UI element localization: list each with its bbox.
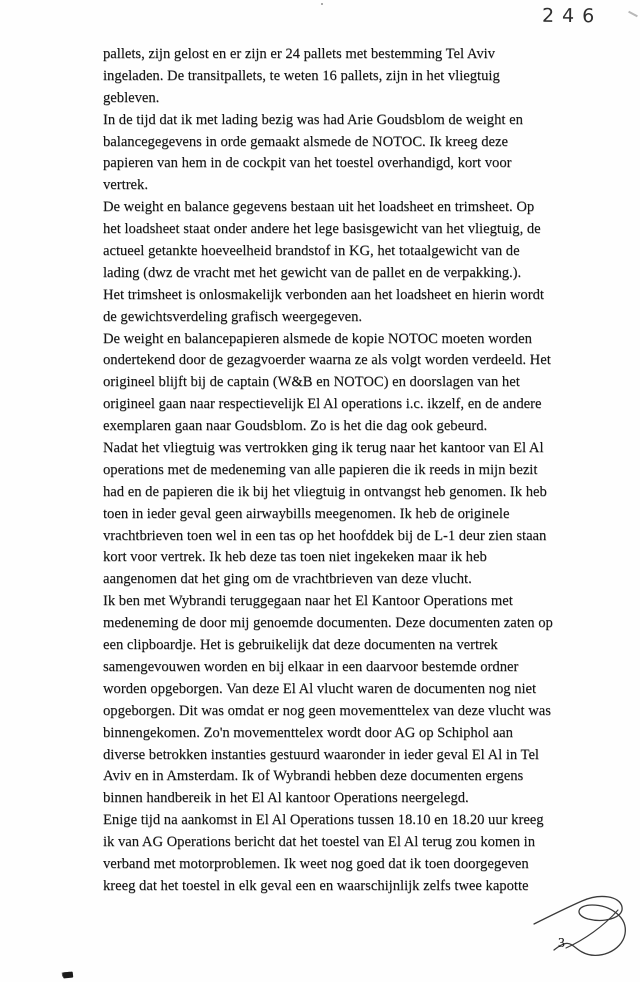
text-line: Het trimsheet is onlosmakelijk verbonden aan het loadsheet en hierin wordt — [103, 286, 544, 303]
text-line: gebleven. — [103, 89, 160, 106]
text-line: toen in ieder geval geen airwaybills meegenomen. Ik heb de originele — [103, 505, 510, 522]
ink-smudge — [63, 971, 74, 978]
scan-mark — [628, 11, 638, 17]
text-line: De weight en balance gegevens bestaan uit het loadsheet en trimsheet. Op — [103, 199, 535, 216]
text-line: lading (dwz de vracht met het gewicht van de pallet en de verpakking.). — [103, 264, 522, 281]
text-line: ingeladen. De transitpallets, te weten 16 pallets, zijn in het vliegtuig — [103, 67, 500, 84]
text-line: exemplaren gaan naar Goudsblom. Zo is het die dag ook gebeurd. — [103, 418, 488, 435]
text-line: medeneming de door mij genoemde documenten. Deze documenten zaten op — [103, 615, 553, 632]
text-line: Aviv en in Amsterdam. Ik of Wybrandi hebben deze documenten ergens — [103, 768, 524, 785]
text-line: papieren van hem in de cockpit van het toestel overhandigd, kort voor — [103, 155, 512, 172]
text-line: diverse betrokken instanties gestuurd waaronder in ieder geval El Al in Tel — [103, 746, 539, 763]
text-line: operations met de medeneming van alle papieren die ik reeds in mijn bezit — [103, 461, 538, 478]
text-line: Ik ben met Wybrandi teruggegaan naar het El Kantoor Operations met — [103, 593, 513, 610]
text-line: actueel getankte hoeveelheid brandstof in KG, het totaalgewicht van de — [103, 243, 520, 260]
scan-speck — [321, 3, 323, 5]
text-line: origineel blijft bij de captain (W&B en NOTOC) en doorslagen van het — [103, 374, 520, 391]
text-line: ik van AG Operations bericht dat het toestel van El Al terug zou komen in — [103, 834, 536, 851]
text-line: binnen handbereik in het El Al kantoor Operations neergelegd. — [103, 790, 469, 807]
text-line: opgeborgen. Dit was omdat er nog geen movementtelex van deze vlucht was — [103, 702, 551, 719]
signature-paraph — [530, 890, 636, 966]
text-line: vrachtbrieven toen wel in een tas op het hoofddek bij de L-1 deur zien staan — [103, 527, 547, 544]
text-line: origineel gaan naar respectievelijk El Al operations i.c. ikzelf, en de andere — [103, 396, 542, 413]
text-line: balancegegevens in orde gemaakt alsmede de NOTOC. Ik kreeg deze — [103, 133, 508, 150]
document-text — [103, 44, 593, 898]
text-line: Nadat het vliegtuig was vertrokken ging ik terug naar het kantoor van El Al — [103, 440, 544, 457]
text-line: binnengekomen. Zo'n movementtelex wordt door AG op Schiphol aan — [103, 724, 513, 741]
text-line: een clipboardje. Het is gebruikelijk dat deze documenten na vertrek — [103, 637, 498, 654]
text-line: worden opgeborgen. Van deze El Al vlucht waren de documenten nog niet — [103, 680, 537, 697]
text-line: de gewichtsverdeling grafisch weergegeven. — [103, 308, 363, 325]
text-line: In de tijd dat ik met lading bezig was had Arie Goudsblom de weight en — [103, 111, 523, 128]
text-line: aangenomen dat het ging om de vrachtbrieven van deze vlucht. — [103, 571, 472, 588]
text-line: verband met motorproblemen. Ik weet nog goed dat ik toen doorgegeven — [103, 855, 529, 872]
text-line: kort voor vertrek. Ik heb deze tas toen niet ingekeken maar ik heb — [103, 549, 487, 566]
text-line: De weight en balancepapieren alsmede de kopie NOTOC moeten worden — [103, 330, 532, 347]
text-line: ondertekend door de gezagvoerder waarna ze als volgt worden verdeeld. Het — [103, 352, 551, 369]
text-line: kreeg dat het toestel in elk geval een en waarschijnlijk zelfs twee kapotte — [103, 877, 529, 894]
text-line: samengevouwen worden en bij elkaar in een daarvoor bestemde ordner — [103, 658, 519, 675]
text-line: had en de papieren die ik bij het vliegtuig in ontvangst heb genomen. Ik heb — [103, 483, 547, 500]
text-line: Enige tijd na aankomst in El Al Operations tussen 18.10 en 18.20 uur kreeg — [103, 812, 544, 829]
text-line: vertrek. — [103, 177, 148, 194]
page-number: 3 — [558, 935, 565, 950]
text-line: pallets, zijn gelost en er zijn er 24 pallets met bestemming Tel Aviv — [103, 46, 495, 62]
text-line: het loadsheet staat onder andere het lege basisgewicht van het vliegtuig, de — [103, 221, 541, 238]
folio-number-stamp: 246 — [541, 4, 603, 28]
